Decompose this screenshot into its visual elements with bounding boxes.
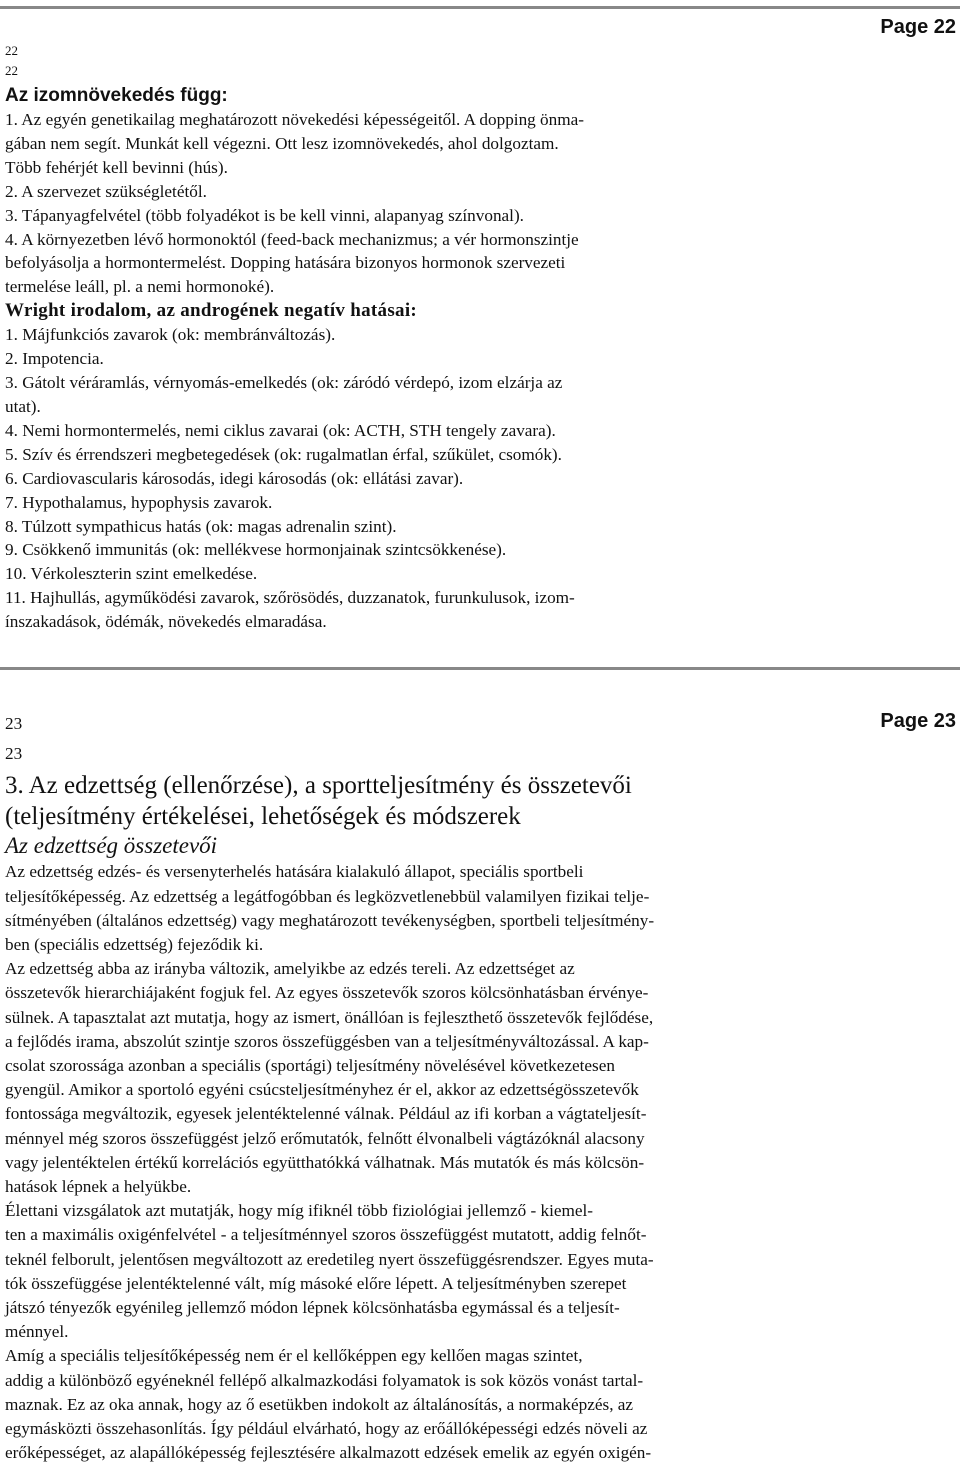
list-item: 11. Hajhullás, agyműködési zavarok, szőrösödés, duzzanatok, furunkulusok, izom- [5,588,575,608]
text-line: a fejlődés irama, abszolút szintje szoros összefüggésben van a teljesítményváltozással. A kap- [5,1031,649,1051]
list-item: 6. Cardiovascularis károsodás, idegi károsodás (ok: ellátási zavar). [5,468,464,488]
text-line: Amíg a speciális teljesítőképesség nem ér el kellőképpen egy kellően magas szintet, [5,1346,583,1366]
text-line: tók összefüggése jelentéktelenné vált, míg másoké előre lépett. A teljesítményben szerepet [5,1273,627,1293]
chapter-title: (teljesítmény értékelései, lehetőségek és módszerek [5,803,521,831]
page-number: 22 [5,63,18,78]
list-item: 2. Impotencia. [5,349,104,369]
text-line: csolat szorossága azonban a speciális (sportági) teljesítmény növelésével következetesen [5,1056,615,1076]
text-line: befolyásolja a hormontermelést. Dopping hatására bizonyos hormonok szervezeti [5,253,566,273]
text-line: 2. A szervezet szükségletétől. [5,181,207,201]
text-line: addig a különböző egyéneknél fellépő alkalmazkodási folyamatok is sok közös vonást tartal- [5,1370,644,1390]
text-line: ménnyel. [5,1322,69,1342]
text-line: vagy jelentéktelen értékű korrelációs együtthatókká válhatnak. Más mutatók és más kölcsön- [5,1152,645,1172]
text-line: ben (speciális edzettség) fejeződik ki. [5,935,264,955]
text-line: hatások lépnek a helyükbe. [5,1177,192,1197]
section-subtitle: Az edzettség összetevői [5,833,218,859]
page-number: 23 [5,714,23,733]
section-heading: Wright irodalom, az androgének negatív hatásai: [5,300,418,322]
text-line: játszó tényezők egyénileg jellemző módon lépnek kölcsönhatásba egymással és a teljesít- [5,1298,620,1318]
page-label: Page 22 [880,16,956,38]
chapter-title: 3. Az edzettség (ellenőrzése), a sportteljesítmény és összetevői [5,772,632,800]
text-line: maznak. Ez az oka annak, hogy az ő esetükben indokolt az általánosítás, a normaképzés, az [5,1394,634,1414]
page-number: 22 [5,43,18,58]
text-line: 4. A környezetben lévő hormonoktól (feed-back mechanizmus; a vér hormonszintje [5,229,579,249]
list-item: utat). [5,396,41,416]
paragraph [5,860,825,1465]
list-item: 10. Vérkoleszterin szint emelkedése. [5,564,258,584]
list-item: 7. Hypothalamus, hypophysis zavarok. [5,492,273,512]
list-item: 8. Túlzott sympathicus hatás (ok: magas adrenalin szint). [5,516,397,536]
text-line: ten a maximális oxigénfelvétel - a teljesítménnyel szoros összefüggést mutatott, addig felnőt- [5,1225,647,1245]
text-line: teljesítőképesség. Az edzettség a legátfogóbban és legközvetlenebbül valamilyen fizikai telje- [5,886,650,906]
section-heading: Az izomnövekedés függ: [5,85,228,106]
text-line: Több fehérjét kell bevinni (hús). [5,157,228,177]
list [5,323,825,634]
text-line: gában nem segít. Munkát kell végezni. Ott lesz izomnövekedés, ahol dolgoztam. [5,133,559,153]
text-line: Élettani vizsgálatok azt mutatják, hogy míg ifiknél több fiziológiai jellemző - kiemel- [5,1201,594,1221]
text-line: termelése leáll, pl. a nemi hormonoké). [5,277,275,297]
page-divider-top [0,6,960,9]
text-line: ménnyel még szoros összefüggést jelző erőmutatók, felnőtt élvonalbeli vágtázóknál alacsony [5,1128,645,1148]
text-line: egymásközti összehasonlítás. Így például elvárható, hogy az erőállóképességi edzés növeli az [5,1419,648,1439]
text-line: 3. Tápanyagfelvétel (több folyadékot is be kell vinni, alapanyag színvonal). [5,205,524,225]
text-line: erőképességet, az alapállóképesség fejlesztésére alkalmazott edzések emelik az egyén oxigén- [5,1443,652,1463]
text-line: Az edzettség abba az irányba változik, amelyikbe az edzés tereli. Az edzettséget az [5,959,575,979]
list-item: 4. Nemi hormontermelés, nemi ciklus zavarai (ok: ACTH, STH tengely zavara). [5,420,556,440]
page-22-content [5,44,825,634]
page-23-content [5,712,825,1465]
text-line: fontossága megváltozik, egyesek jelentéktelenné válnak. Például az ifi korban a vágtateljesít- [5,1104,647,1124]
text-line: 1. Az egyén genetikailag meghatározott növekedési képességeitől. A dopping önma- [5,110,584,129]
page-label: Page 23 [880,710,956,732]
list-item: 3. Gátolt véráramlás, vérnyomás-emelkedés (ok: záródó vérdepó, izom elzárja az [5,373,563,393]
list-item: 5. Szív és érrendszeri megbetegedések (ok: rugalmatlan érfal, szűkület, csomók). [5,444,562,464]
text-line: gyengül. Amikor a sportoló egyéni csúcsteljesítményhez ér el, akkor az edzettségösszetevők [5,1080,639,1100]
text-line: Az edzettség edzés- és versenyterhelés hatására kialakuló állapot, speciális sportbeli [5,862,584,882]
list-item: ínszakadások, ödémák, növekedés elmaradása. [5,612,327,632]
page-number: 23 [5,744,23,764]
text-line: összetevők hierarchiájaként fogjuk fel. Az egyes összetevők szoros kölcsönhatásban érvénye- [5,983,649,1003]
text-line: sítményében (általános edzettség) vagy meghatározott tevékenységben, sportbeli teljesítmény- [5,910,655,930]
list-item: 9. Csökkenő immunitás (ok: mellékvese hormonjainak szintcsökkenése). [5,540,507,560]
list-item: 1. Májfunkciós zavarok (ok: membránváltozás). [5,325,336,345]
text-line: teknél felborult, jelentősen megváltozott az eredetileg nyert összefüggésrendszer. Egyes muta- [5,1249,654,1269]
paragraph [5,108,825,299]
text-line: sülnek. A tapasztalat azt mutatja, hogy az ismert, önállóan is fejleszthető összetevők fejlődése, [5,1007,654,1027]
page-divider [0,667,960,670]
